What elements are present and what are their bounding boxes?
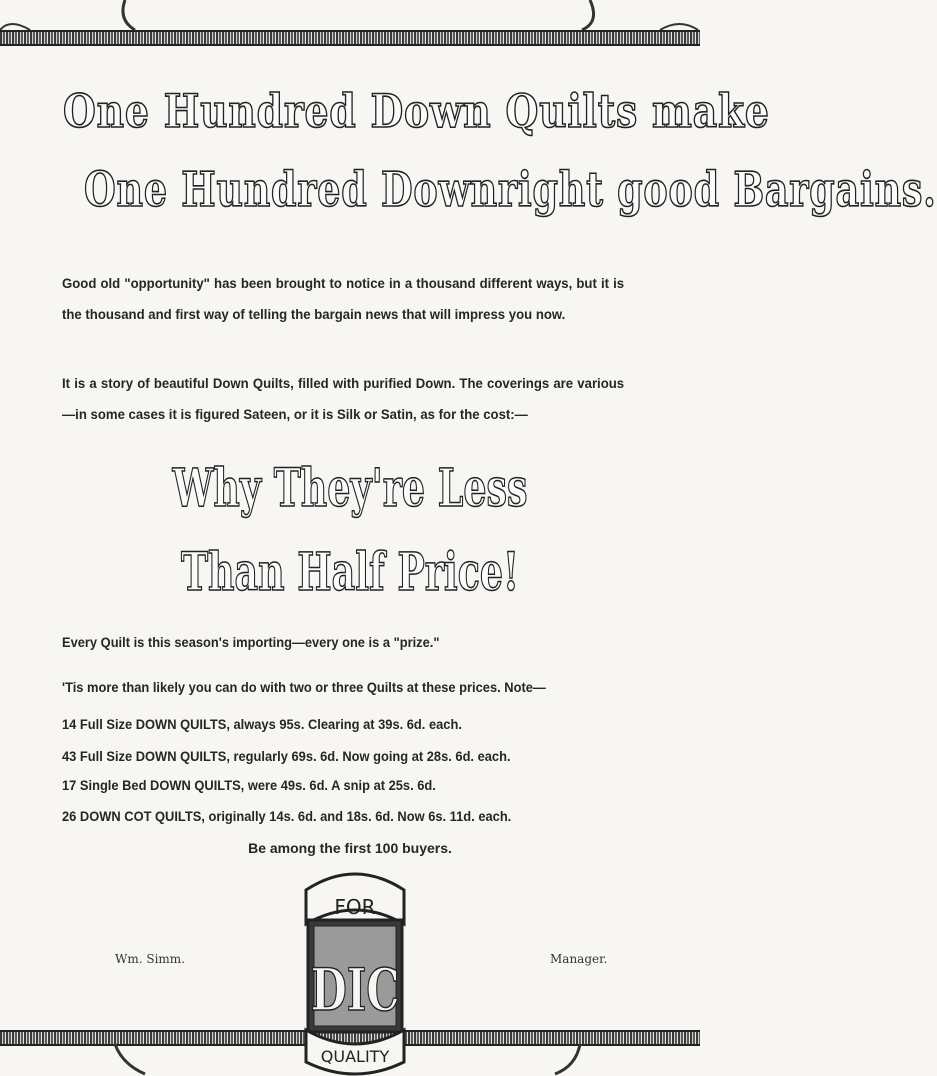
offer-line: 26 DOWN COT QUILTS, originally 14s. 6d. and 18s. 6d. Now 6s. 11d. each. xyxy=(62,808,512,824)
intro-paragraph-1: Good old "opportunity" has been brought to notice in a thousand different ways, but it is the thousand and first way of telling the bargain news that will impress you now. xyxy=(62,275,625,322)
body-line-2: 'Tis more than likely you can do with two or three Quilts at these prices. Note— xyxy=(62,679,546,695)
subheadline-line-1: Why They're Less xyxy=(172,458,528,519)
body-line-1: Every Quilt is this season's importing—every one is a "prize." xyxy=(62,634,440,650)
offer-line: 14 Full Size DOWN QUILTS, always 95s. Clearing at 39s. 6d. each. xyxy=(62,716,462,732)
headline-line-2: One Hundred Downright good Bargains. xyxy=(84,162,937,218)
logo-top-text: FOR xyxy=(334,895,376,919)
bottom-right-scroll-ornament xyxy=(540,1044,700,1076)
logo-initials: DIC xyxy=(310,956,400,1024)
top-left-scroll-ornament xyxy=(0,0,140,32)
logo-bottom-text: QUALITY xyxy=(320,1047,390,1066)
for-quality-logo xyxy=(296,862,414,1072)
bottom-left-scroll-ornament xyxy=(0,1044,160,1076)
subheadline-line-2: Than Half Price! xyxy=(180,542,520,603)
offer-line: 43 Full Size DOWN QUILTS, regularly 69s. 6d. Now going at 28s. 6d. each. xyxy=(62,748,511,764)
headline-line-1: One Hundred Down Quilts make xyxy=(63,84,770,138)
top-border-band xyxy=(0,30,700,46)
signature-title: Manager. xyxy=(550,952,608,966)
signature-name: Wm. Simm. xyxy=(115,952,185,966)
top-right-scroll-ornament xyxy=(570,0,700,32)
intro-paragraph-2: It is a story of beautiful Down Quilts, filled with purified Down. The coverings are various—in some cases it is figured Sateen, or it is Silk or Satin, as for the cost:— xyxy=(62,375,625,422)
offer-line: 17 Single Bed DOWN QUILTS, were 49s. 6d. A snip at 25s. 6d. xyxy=(62,777,436,793)
closing-line: Be among the first 100 buyers. xyxy=(248,840,452,856)
